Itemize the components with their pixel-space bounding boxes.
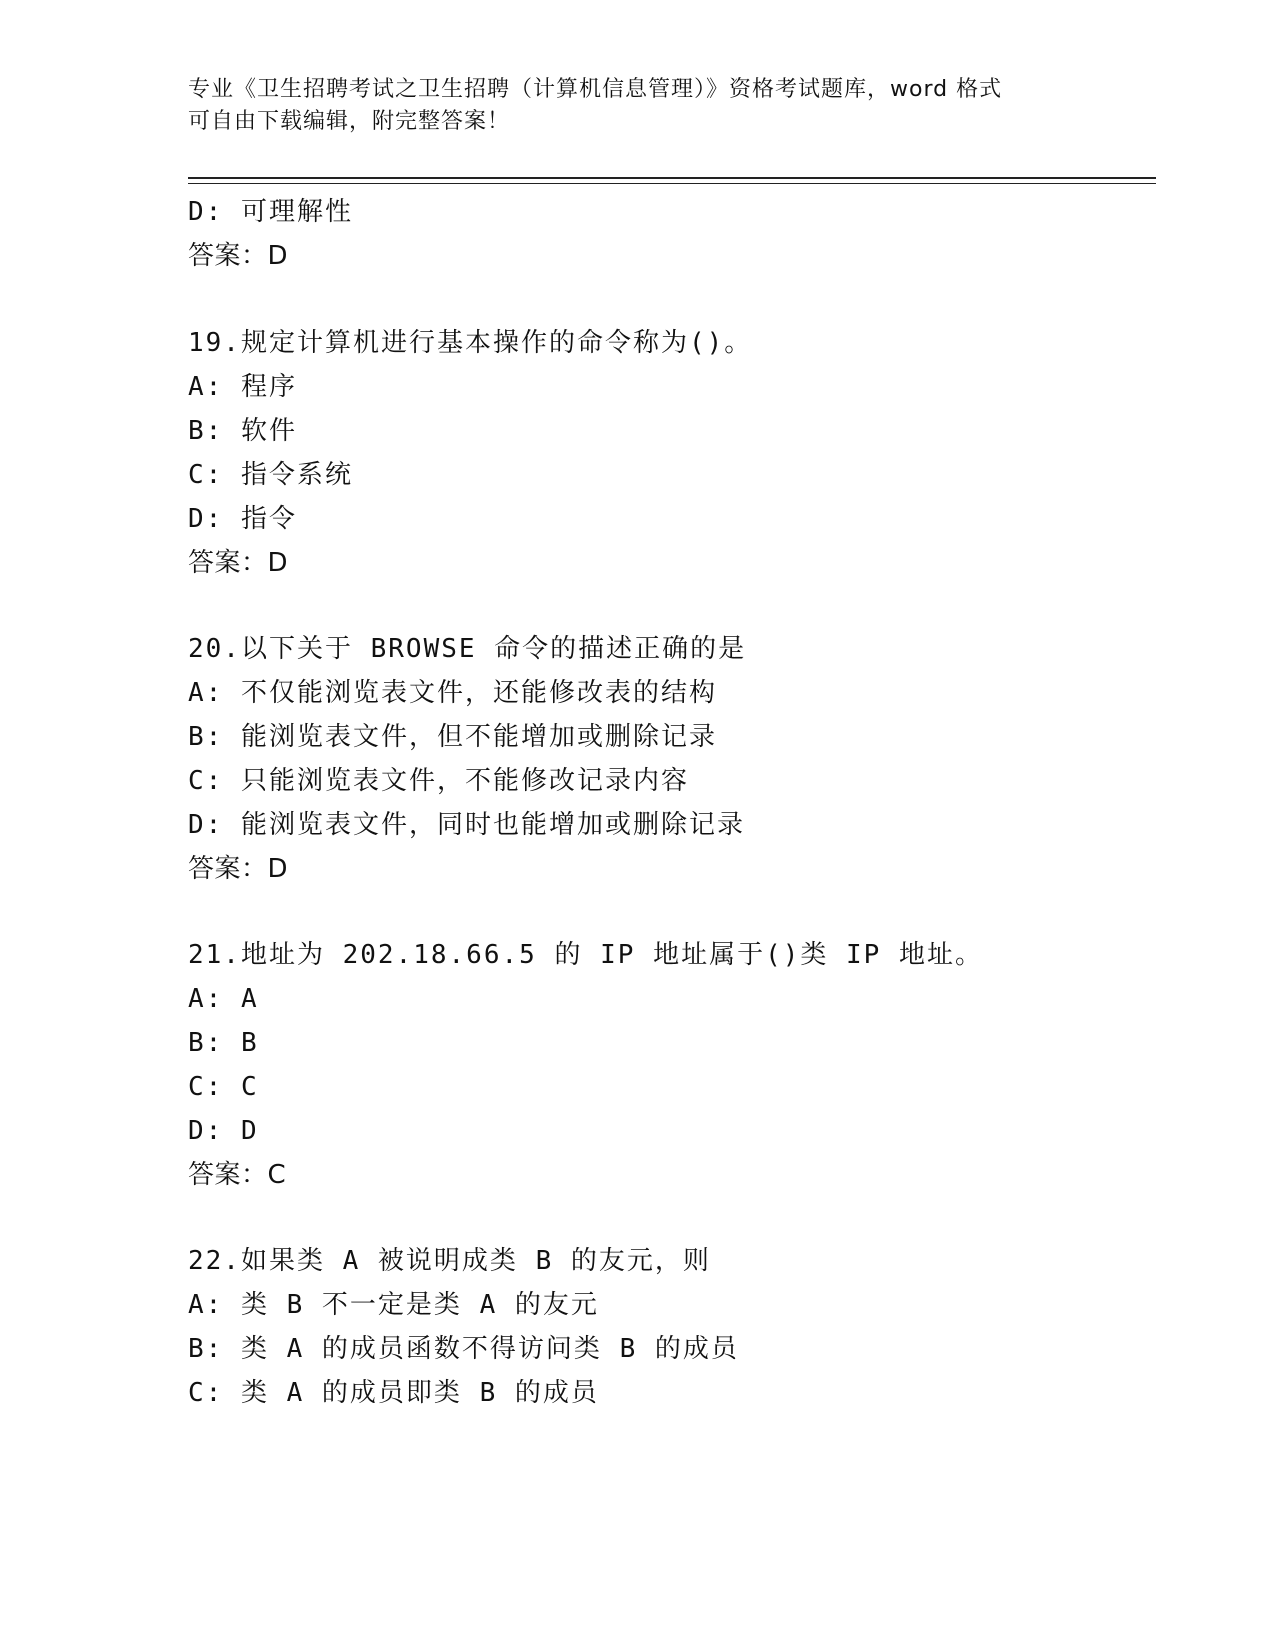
question-19-option-c: C: 指令系统 — [188, 460, 353, 490]
question-22-option-a: A: 类 B 不一定是类 A 的友元 — [188, 1290, 599, 1320]
question-19-answer: 答案：D — [188, 548, 289, 578]
question-22-option-c: C: 类 A 的成员即类 B 的成员 — [188, 1378, 599, 1408]
question-20-option-c: C: 只能浏览表文件，不能修改记录内容 — [188, 766, 689, 796]
header-line-2: 可自由下载编辑，附完整答案！ — [188, 109, 511, 134]
question-21-answer: 答案：C — [188, 1160, 287, 1190]
question-22-option-b: B: 类 A 的成员函数不得访问类 B 的成员 — [188, 1334, 739, 1364]
header-line-1: 专业《卫生招聘考试之卫生招聘（计算机信息管理）》资格考试题库，word 格式 — [188, 77, 1003, 102]
header-divider — [188, 177, 1156, 179]
question-19-option-a: A: 程序 — [188, 372, 297, 402]
question-19-option-b: B: 软件 — [188, 416, 297, 446]
option-d: D: 可理解性 — [188, 197, 353, 227]
question-21-option-b: B: B — [188, 1028, 259, 1058]
question-20-option-a: A: 不仅能浏览表文件，还能修改表的结构 — [188, 678, 717, 708]
question-21-option-a: A: A — [188, 984, 259, 1014]
question-19-stem: 19.规定计算机进行基本操作的命令称为()。 — [188, 328, 753, 358]
question-20-option-d: D: 能浏览表文件，同时也能增加或删除记录 — [188, 810, 745, 840]
question-21-option-c: C: C — [188, 1072, 259, 1102]
header-divider-thin — [188, 183, 1156, 184]
question-20-answer: 答案：D — [188, 854, 289, 884]
question-21-stem: 21.地址为 202.18.66.5 的 IP 地址属于()类 IP 地址。 — [188, 940, 983, 970]
answer-line: 答案：D — [188, 241, 289, 271]
document-header — [188, 74, 1088, 138]
question-20-option-b: B: 能浏览表文件，但不能增加或删除记录 — [188, 722, 717, 752]
question-21-option-d: D: D — [188, 1116, 259, 1146]
question-19-option-d: D: 指令 — [188, 504, 297, 534]
question-22-stem: 22.如果类 A 被说明成类 B 的友元，则 — [188, 1246, 711, 1276]
question-20-stem: 20.以下关于 BROWSE 命令的描述正确的是 — [188, 634, 747, 664]
